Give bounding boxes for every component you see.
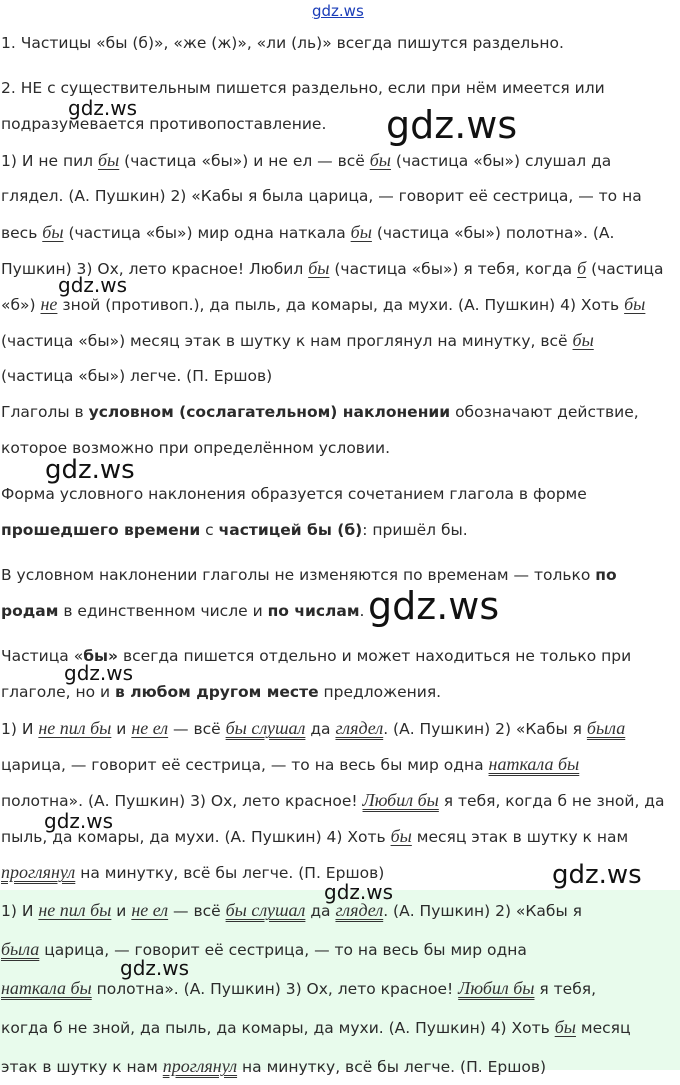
watermark: gdz.ws bbox=[120, 956, 190, 980]
particle-by: бы bbox=[42, 222, 64, 242]
predicate: была bbox=[1, 939, 40, 959]
watermark: gdz.ws bbox=[58, 273, 128, 297]
watermark: gdz.ws bbox=[45, 455, 135, 485]
particle-by: бы bbox=[98, 150, 120, 170]
theory-line-6: родам в единственном числе и по числам. bbox=[1, 602, 365, 620]
predicate: не ел bbox=[131, 718, 169, 738]
predicate: бы слушал bbox=[225, 900, 306, 920]
particle-by: бы bbox=[554, 1017, 576, 1037]
predicate: Любил бы bbox=[458, 978, 535, 998]
example-1-line-6: (частица «бы») месяц этак в шутку к нам проглянул на минутку, всё бы bbox=[1, 330, 594, 350]
watermark: gdz.ws bbox=[324, 880, 394, 904]
particle-by: бы bbox=[350, 222, 372, 242]
watermark: gdz.ws bbox=[386, 103, 518, 147]
theory-line-1: Глаголы в условном (сослагательном) наклонении обозначают действие, bbox=[1, 403, 639, 421]
predicate: наткала бы bbox=[488, 754, 580, 774]
watermark: gdz.ws bbox=[68, 96, 138, 120]
particle-by: бы bbox=[308, 258, 330, 278]
example-3-line-1: 1) И не пил бы и не ел — всё бы слушал да глядел. (А. Пушкин) 2) «Кабы я bbox=[1, 900, 582, 920]
example-1-line-1: 1) И не пил бы (частица «бы») и не ел — всё бы (частица «бы») слушал да bbox=[1, 150, 612, 170]
watermark: gdz.ws bbox=[368, 584, 500, 628]
theory-line-2: которое возможно при определённом условии. bbox=[1, 439, 391, 457]
theory-line-8: глаголе, но и в любом другом месте предложения. bbox=[1, 683, 442, 701]
example-1-line-3: весь бы (частица «бы») мир одна наткала бы (частица «бы») полотна». (А. bbox=[1, 222, 615, 242]
watermark-top[interactable]: gdz.ws bbox=[312, 2, 364, 20]
theory-line-3: Форма условного наклонения образуется сочетанием глагола в форме bbox=[1, 485, 587, 503]
rule-2-line-2: подразумевается противопоставление. bbox=[1, 115, 327, 133]
watermark: gdz.ws bbox=[64, 661, 134, 685]
predicate: проглянул bbox=[1, 862, 76, 882]
predicate: не пил бы bbox=[38, 900, 112, 920]
predicate: не ел bbox=[131, 900, 169, 920]
predicate: глядел bbox=[335, 718, 384, 738]
particle-by: бы bbox=[390, 826, 412, 846]
example-1-line-4: Пушкин) 3) Ох, лето красное! Любил бы (частица «бы») я тебя, когда б (частица bbox=[1, 258, 664, 278]
predicate: проглянул bbox=[162, 1056, 238, 1076]
watermark: gdz.ws bbox=[44, 809, 114, 833]
rule-2-line-1: 2. НЕ с существительным пишется раздельно, если при нём имеется или bbox=[1, 79, 605, 97]
example-2-line-5: проглянул на минутку, всё бы легче. (П. Ершов) bbox=[1, 862, 385, 882]
predicate: наткала бы bbox=[1, 978, 92, 998]
particle-ne: не bbox=[40, 294, 58, 314]
example-3-line-4: когда б не зной, да пыль, да комары, да мухи. (А. Пушкин) 4) Хоть бы месяц bbox=[1, 1017, 631, 1037]
particle-by: бы bbox=[369, 150, 391, 170]
example-2-line-3: полотна». (А. Пушкин) 3) Ох, лето красное! Любил бы я тебя, когда б не зной, да bbox=[1, 790, 665, 810]
predicate: Любил бы bbox=[362, 790, 439, 810]
example-1-line-7: (частица «бы») легче. (П. Ершов) bbox=[1, 367, 273, 385]
predicate: не пил бы bbox=[38, 718, 112, 738]
watermark: gdz.ws bbox=[552, 860, 642, 890]
example-3-line-2: была царица, — говорит её сестрица, — то на весь бы мир одна bbox=[1, 939, 527, 959]
theory-line-4: прошедшего времени с частицей бы (б): пришёл бы. bbox=[1, 521, 468, 539]
example-2-line-1: 1) И не пил бы и не ел — всё бы слушал да глядел. (А. Пушкин) 2) «Кабы я была bbox=[1, 718, 626, 738]
particle-by: бы bbox=[572, 330, 594, 350]
predicate: была bbox=[586, 718, 626, 738]
example-1-line-5: «б») не зной (противоп.), да пыль, да комары, да мухи. (А. Пушкин) 4) Хоть бы bbox=[1, 294, 646, 314]
example-3-line-5: этак в шутку к нам проглянул на минутку, всё бы легче. (П. Ершов) bbox=[1, 1056, 547, 1076]
theory-line-7: Частица «бы» всегда пишется отдельно и может находиться не только при bbox=[1, 647, 632, 665]
particle-b: б bbox=[577, 258, 587, 278]
example-2-line-4: пыль, да комары, да мухи. (А. Пушкин) 4) Хоть бы месяц этак в шутку к нам bbox=[1, 826, 629, 846]
example-3-line-3: наткала бы полотна». (А. Пушкин) 3) Ох, лето красное! Любил бы я тебя, bbox=[1, 978, 597, 998]
predicate: глядел bbox=[335, 900, 384, 920]
example-2-line-2: царица, — говорит её сестрица, — то на весь бы мир одна наткала бы bbox=[1, 754, 580, 774]
particle-by: бы bbox=[624, 294, 646, 314]
rule-1: 1. Частицы «бы (б)», «же (ж)», «ли (ль)» всегда пишутся раздельно. bbox=[1, 34, 564, 52]
theory-line-5: В условном наклонении глаголы не изменяются по временам — только по bbox=[1, 566, 617, 584]
example-1-line-2: глядел. (А. Пушкин) 2) «Кабы я была царица, — говорит её сестрица, — то на bbox=[1, 187, 642, 205]
predicate: бы слушал bbox=[225, 718, 306, 738]
